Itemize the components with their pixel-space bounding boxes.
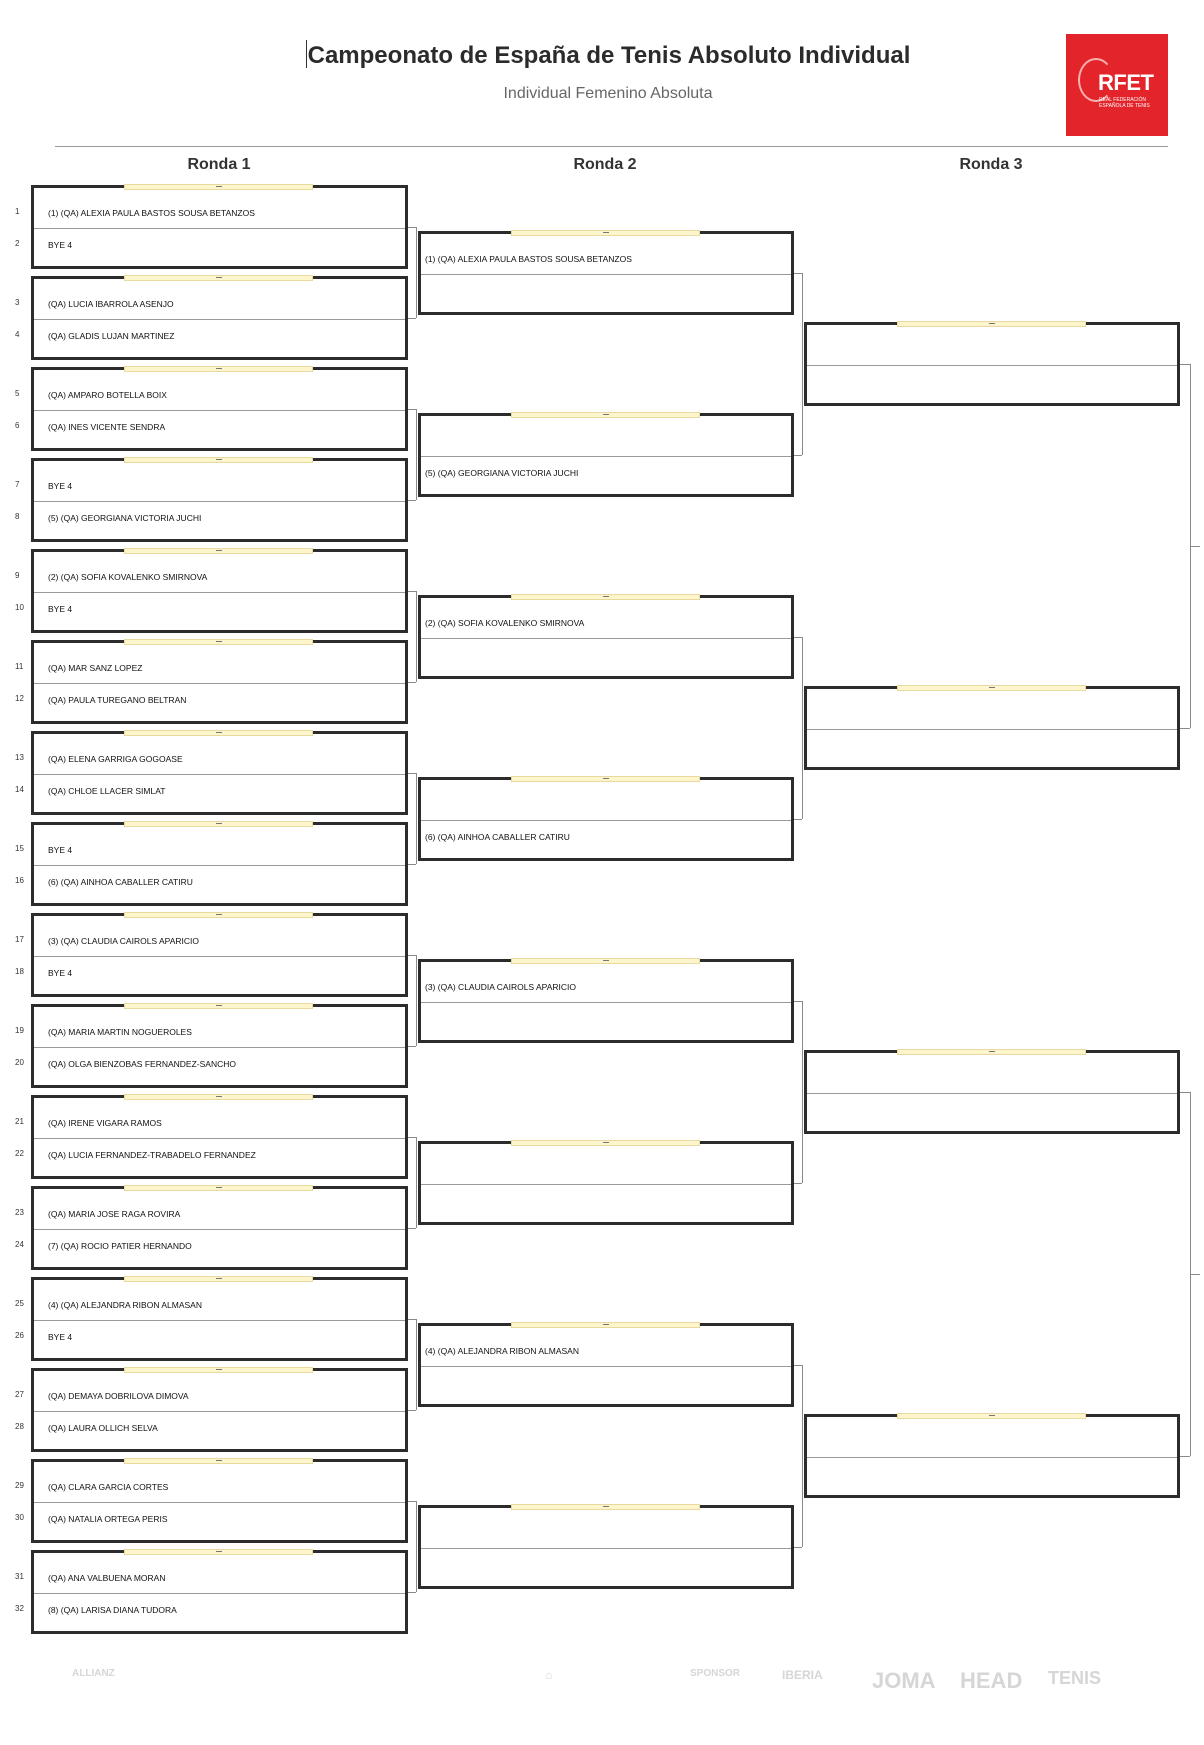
bracket-connector (794, 455, 802, 456)
bracket-connector (416, 591, 417, 682)
match-divider (807, 1457, 1177, 1458)
score-dash (216, 641, 222, 642)
score-dash (603, 232, 609, 233)
match-divider (421, 1184, 791, 1185)
bracket-connector (408, 955, 416, 956)
match-box (31, 1277, 408, 1361)
sponsor-logo: TENIS (1048, 1668, 1102, 1688)
score-dash (216, 186, 222, 187)
score-bar (124, 1549, 313, 1555)
match-box (418, 1505, 794, 1589)
sponsor-logo: IBERIA (782, 1668, 823, 1682)
player-name: (QA) NATALIA ORTEGA PERIS (48, 1514, 168, 1524)
player-name: (QA) MAR SANZ LOPEZ (48, 663, 143, 673)
match-box (31, 276, 408, 360)
bracket-connector (408, 1410, 416, 1411)
score-dash (216, 1369, 222, 1370)
draw-position: 18 (15, 967, 24, 976)
score-bar (511, 958, 700, 964)
match-box (31, 458, 408, 542)
score-bar (124, 1458, 313, 1464)
match-box (418, 959, 794, 1043)
match-divider (807, 729, 1177, 730)
player-name: BYE 4 (48, 240, 73, 250)
match-box (31, 731, 408, 815)
match-box (31, 185, 408, 269)
player-name: (5) (QA) GEORGIANA VICTORIA JUCHI (48, 513, 202, 523)
match-box (418, 595, 794, 679)
logo-federation-text: REAL FEDERACIÓN ESPAÑOLA DE TENIS (1099, 97, 1150, 109)
score-bar (511, 1322, 700, 1328)
score-dash (989, 1415, 995, 1416)
rfet-logo (1066, 34, 1168, 136)
draw-position: 8 (15, 512, 20, 521)
score-bar (511, 412, 700, 418)
score-bar (124, 912, 313, 918)
bracket-connector (408, 773, 416, 774)
player-name: (QA) LAURA OLLICH SELVA (48, 1423, 158, 1433)
draw-position: 14 (15, 785, 24, 794)
player-name: (1) (QA) ALEXIA PAULA BASTOS SOUSA BETANZOS (48, 208, 255, 218)
match-divider (421, 274, 791, 275)
bracket-connector (408, 1501, 416, 1502)
bracket-connector (408, 1046, 416, 1047)
score-dash (603, 414, 609, 415)
match-divider (34, 683, 405, 684)
score-bar (897, 1413, 1086, 1419)
player-name: (6) (QA) AINHOA CABALLER CATIRU (48, 877, 193, 887)
draw-position: 25 (15, 1299, 24, 1308)
score-bar (897, 321, 1086, 327)
draw-position: 19 (15, 1026, 24, 1035)
score-bar (124, 730, 313, 736)
draw-position: 17 (15, 935, 24, 944)
draw-position: 20 (15, 1058, 24, 1067)
sponsor-logo: ⌂ (545, 1668, 553, 1682)
draw-position: 26 (15, 1331, 24, 1340)
score-bar (511, 776, 700, 782)
bracket-connector (794, 273, 802, 274)
draw-position: 13 (15, 753, 24, 762)
bracket-connector (416, 409, 417, 500)
score-bar (511, 1504, 700, 1510)
score-bar (897, 1049, 1086, 1055)
match-box (804, 1050, 1180, 1134)
bracket-connector (416, 1319, 417, 1410)
match-divider (421, 820, 791, 821)
match-box (804, 686, 1180, 770)
bracket-connector (802, 1001, 803, 1183)
player-name: (QA) CHLOE LLACER SIMLAT (48, 786, 166, 796)
bracket-connector (1180, 1092, 1190, 1093)
bracket-connector (794, 1365, 802, 1366)
bracket-connector (408, 1592, 416, 1593)
match-box (418, 231, 794, 315)
score-dash (216, 550, 222, 551)
player-name: BYE 4 (48, 968, 73, 978)
draw-position: 15 (15, 844, 24, 853)
score-dash (216, 459, 222, 460)
score-bar (124, 1367, 313, 1373)
bracket-connector (416, 227, 417, 318)
match-box (31, 640, 408, 724)
score-dash (989, 323, 995, 324)
draw-position: 9 (15, 571, 20, 580)
match-box (418, 777, 794, 861)
score-dash (216, 1278, 222, 1279)
score-dash (216, 277, 222, 278)
draw-position: 22 (15, 1149, 24, 1158)
round-1-label: Ronda 1 (187, 156, 251, 173)
player-name: (QA) IRENE VIGARA RAMOS (48, 1118, 162, 1128)
draw-position: 28 (15, 1422, 24, 1431)
draw-position: 10 (15, 603, 24, 612)
draw-position: 4 (15, 330, 20, 339)
match-box (31, 1095, 408, 1179)
player-name: (QA) GLADIS LUJAN MARTINEZ (48, 331, 175, 341)
player-name: (QA) CLARA GARCIA CORTES (48, 1482, 169, 1492)
match-box (31, 1004, 408, 1088)
bracket-connector (408, 409, 416, 410)
player-name: (QA) INES VICENTE SENDRA (48, 422, 166, 432)
bracket-connector (408, 227, 416, 228)
score-dash (603, 778, 609, 779)
draw-position: 12 (15, 694, 24, 703)
player-name: (3) (QA) CLAUDIA CAIROLS APARICIO (425, 982, 576, 992)
player-name: (QA) ELENA GARRIGA GOGOASE (48, 754, 183, 764)
match-divider (421, 456, 791, 457)
bracket-connector (408, 1137, 416, 1138)
match-divider (421, 1002, 791, 1003)
match-divider (34, 1411, 405, 1412)
bracket-connector (794, 1183, 802, 1184)
match-divider (421, 1366, 791, 1367)
player-name: BYE 4 (48, 1332, 73, 1342)
match-divider (34, 319, 405, 320)
draw-position: 16 (15, 876, 24, 885)
score-bar (124, 1276, 313, 1282)
score-dash (216, 1187, 222, 1188)
match-box (31, 1459, 408, 1543)
bracket-connector (408, 1228, 416, 1229)
score-bar (124, 821, 313, 827)
player-name: (QA) MARIA MARTIN NOGUEROLES (48, 1027, 192, 1037)
draw-position: 2 (15, 239, 20, 248)
draw-position: 31 (15, 1572, 24, 1581)
bracket-connector (416, 1501, 417, 1592)
draw-position: 6 (15, 421, 20, 430)
bracket-connector (794, 1001, 802, 1002)
match-box (31, 1186, 408, 1270)
player-name: (QA) LUCIA FERNANDEZ-TRABADELO FERNANDEZ (48, 1150, 256, 1160)
match-box (418, 413, 794, 497)
score-dash (216, 914, 222, 915)
player-name: (QA) AMPARO BOTELLA BOIX (48, 390, 167, 400)
bracket-connector (1190, 1274, 1200, 1275)
player-name: (QA) OLGA BIENZOBAS FERNANDEZ-SANCHO (48, 1059, 236, 1069)
score-bar (511, 230, 700, 236)
player-name: (2) (QA) SOFIA KOVALENKO SMIRNOVA (425, 618, 585, 628)
draw-position: 30 (15, 1513, 24, 1522)
score-dash (603, 1506, 609, 1507)
player-name: (7) (QA) ROCIO PATIER HERNANDO (48, 1241, 192, 1251)
match-box (804, 1414, 1180, 1498)
player-name: (QA) MARIA JOSE RAGA ROVIRA (48, 1209, 181, 1219)
bracket-connector (408, 591, 416, 592)
score-bar (897, 685, 1086, 691)
draw-position: 29 (15, 1481, 24, 1490)
draw-position: 7 (15, 480, 20, 489)
bracket-connector (408, 500, 416, 501)
draw-position: 23 (15, 1208, 24, 1217)
score-dash (989, 1051, 995, 1052)
player-name: (4) (QA) ALEJANDRA RIBON ALMASAN (48, 1300, 202, 1310)
round-2-label: Ronda 2 (573, 156, 637, 173)
score-dash (216, 1460, 222, 1461)
match-divider (34, 774, 405, 775)
match-divider (34, 865, 405, 866)
player-name: BYE 4 (48, 481, 73, 491)
draw-position: 5 (15, 389, 20, 398)
match-box (31, 549, 408, 633)
match-divider (807, 365, 1177, 366)
match-box (418, 1141, 794, 1225)
bracket-connector (1180, 364, 1190, 365)
score-bar (124, 1185, 313, 1191)
score-dash (216, 1551, 222, 1552)
header-divider (55, 146, 1168, 147)
player-name: (4) (QA) ALEJANDRA RIBON ALMASAN (425, 1346, 579, 1356)
player-name: (QA) PAULA TUREGANO BELTRAN (48, 695, 187, 705)
bracket-connector (794, 637, 802, 638)
bracket-connector (416, 955, 417, 1046)
bracket-connector (416, 773, 417, 864)
score-dash (216, 1096, 222, 1097)
bracket-connector (794, 819, 802, 820)
match-divider (34, 1229, 405, 1230)
bracket-connector (802, 637, 803, 819)
match-divider (34, 501, 405, 502)
player-name: (3) (QA) CLAUDIA CAIROLS APARICIO (48, 936, 199, 946)
score-dash (603, 1142, 609, 1143)
match-box (418, 1323, 794, 1407)
sponsor-logo: SPONSOR (690, 1668, 741, 1679)
score-bar (124, 184, 313, 190)
bracket-connector (794, 1547, 802, 1548)
score-bar (124, 457, 313, 463)
player-name: (2) (QA) SOFIA KOVALENKO SMIRNOVA (48, 572, 208, 582)
bracket-connector (408, 1319, 416, 1320)
score-dash (989, 687, 995, 688)
score-bar (124, 548, 313, 554)
match-divider (34, 1502, 405, 1503)
score-dash (216, 1005, 222, 1006)
player-name: (5) (QA) GEORGIANA VICTORIA JUCHI (425, 468, 579, 478)
match-box (31, 913, 408, 997)
match-divider (34, 1593, 405, 1594)
bracket-connector (408, 682, 416, 683)
draw-position: 32 (15, 1604, 24, 1613)
match-divider (34, 1138, 405, 1139)
bracket-connector (408, 318, 416, 319)
score-bar (511, 594, 700, 600)
sponsor-logo: ALLIANZ (72, 1668, 115, 1679)
draw-position: 27 (15, 1390, 24, 1399)
draw-position: 3 (15, 298, 20, 307)
logo-abbr: RFET (1098, 70, 1154, 95)
score-dash (216, 823, 222, 824)
score-bar (124, 1094, 313, 1100)
sponsor-logo: JOMA (872, 1668, 936, 1693)
match-divider (34, 1047, 405, 1048)
score-dash (216, 732, 222, 733)
match-divider (421, 1548, 791, 1549)
bracket-connector (802, 273, 803, 455)
match-divider (421, 638, 791, 639)
match-divider (34, 228, 405, 229)
bracket-connector (802, 1365, 803, 1547)
score-bar (124, 275, 313, 281)
player-name: BYE 4 (48, 604, 73, 614)
score-dash (603, 960, 609, 961)
page-title (0, 40, 1204, 70)
match-box (31, 822, 408, 906)
match-box (31, 1368, 408, 1452)
match-divider (34, 956, 405, 957)
draw-position: 24 (15, 1240, 24, 1249)
text-caret (306, 40, 307, 68)
match-divider (807, 1093, 1177, 1094)
score-dash (216, 368, 222, 369)
score-bar (511, 1140, 700, 1146)
match-divider (34, 1320, 405, 1321)
player-name: (1) (QA) ALEXIA PAULA BASTOS SOUSA BETANZOS (425, 254, 632, 264)
bracket-connector (1190, 546, 1200, 547)
draw-position: 21 (15, 1117, 24, 1126)
score-bar (124, 639, 313, 645)
score-bar (124, 1003, 313, 1009)
match-box (804, 322, 1180, 406)
score-dash (603, 596, 609, 597)
match-box (31, 367, 408, 451)
round-3-label: Ronda 3 (959, 156, 1023, 173)
player-name: (8) (QA) LARISA DIANA TUDORA (48, 1605, 177, 1615)
player-name: (6) (QA) AINHOA CABALLER CATIRU (425, 832, 570, 842)
bracket-connector (408, 864, 416, 865)
draw-position: 11 (15, 662, 24, 671)
match-box (31, 1550, 408, 1634)
player-name: (QA) ANA VALBUENA MORAN (48, 1573, 166, 1583)
match-divider (34, 410, 405, 411)
bracket-connector (1180, 1456, 1190, 1457)
player-name: BYE 4 (48, 845, 73, 855)
bracket-connector (416, 1137, 417, 1228)
page-subtitle: Individual Femenino Absoluta (503, 85, 713, 102)
player-name: (QA) DEMAYA DOBRILOVA DIMOVA (48, 1391, 189, 1401)
bracket-connector (1180, 728, 1190, 729)
match-divider (34, 592, 405, 593)
title-text: Campeonato de España de Tenis Absoluto Individual (307, 42, 911, 69)
player-name: (QA) LUCIA IBARROLA ASENJO (48, 299, 174, 309)
draw-position: 1 (15, 207, 20, 216)
score-bar (124, 366, 313, 372)
sponsor-logo: HEAD (960, 1668, 1023, 1693)
score-dash (603, 1324, 609, 1325)
